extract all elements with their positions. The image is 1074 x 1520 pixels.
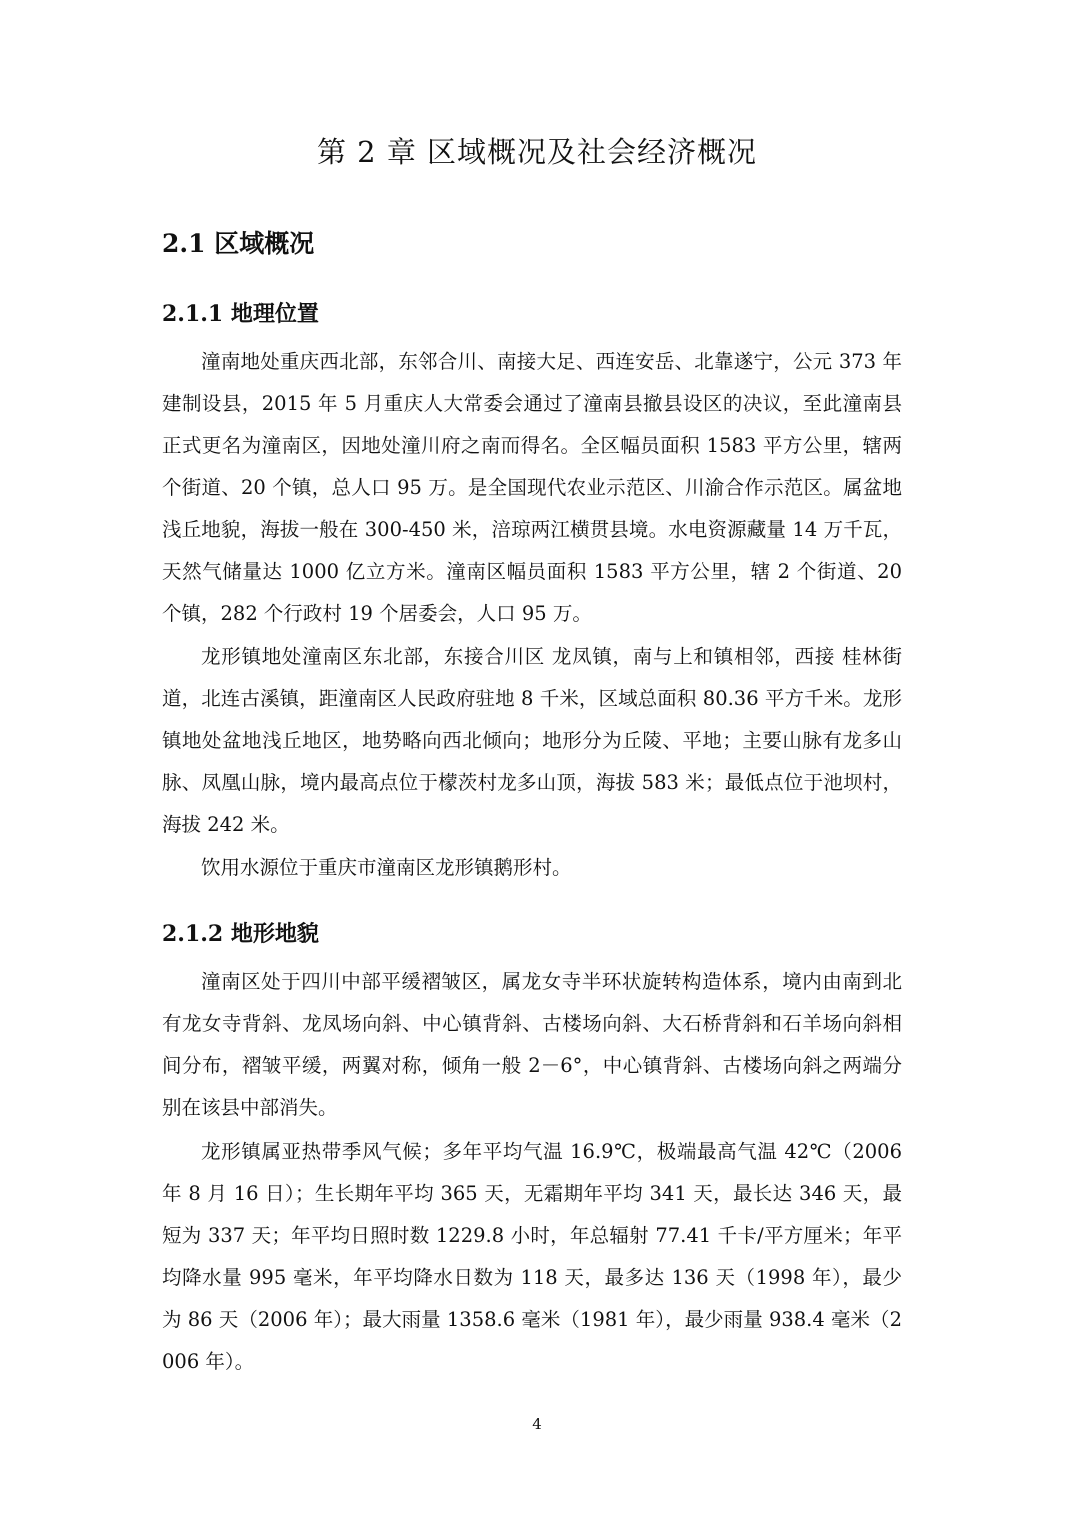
paragraph: 龙形镇地处潼南区东北部，东接合川区 龙凤镇，南与上和镇相邻，西接 桂林街道，北连古溪镇，距潼南区人民政府驻地 8 千米，区域总面积 80.36 平方千米。龙形镇地处盆地浅丘地区，地势略向西北倾向；地形分为丘陵、平地；主要山脉有龙多山脉、凤凰山脉，境内最高点位于檬茨村龙多山顶，海拔 583 米；最低点位于池坝村，海拔 242 米。 — [162, 645, 902, 836]
chapter-title: 第 2 章 区域概况及社会经济概况 — [316, 135, 758, 169]
subsection-heading-terrain: 2.1.2 地形地貌 — [162, 921, 319, 947]
paragraph: 龙形镇属亚热带季风气候；多年平均气温 16.9℃，极端最高气温 42℃（2006 年 8 月 16 日）；生长期年平均 365 天，无霜期年平均 341 天，最长达 346 天，最短为 337 天；年平均日照时数 1229.8 小时，年总辐射 77.41 千卡/平方厘米；年平均降水量 995 毫米，年平均降水日数为 118 天，最多达 136 天（1998 年），最少为 86 天（2006 年）；最大雨量 1358.6 毫米（1981 年），最少雨量 938.4 毫米（2006 年）。 — [162, 1140, 902, 1373]
subsection-heading-geography: 2.1.1 地理位置 — [162, 301, 319, 327]
paragraph: 饮用水源位于重庆市潼南区龙形镇鹅形村。 — [201, 856, 572, 879]
section-heading: 2.1 区域概况 — [162, 229, 315, 258]
page-number: 4 — [532, 1415, 542, 1433]
paragraph: 潼南区处于四川中部平缓褶皱区，属龙女寺半环状旋转构造体系，境内由南到北有龙女寺背斜、龙凤场向斜、中心镇背斜、古楼场向斜、大石桥背斜和石羊场向斜相间分布，褶皱平缓，两翼对称，倾角一般 2－6°，中心镇背斜、古楼场向斜之两端分别在该县中部消失。 — [162, 970, 902, 1119]
paragraph: 潼南地处重庆西北部，东邻合川、南接大足、西连安岳、北靠遂宁，公元 373 年建制设县，2015 年 5 月重庆人大常委会通过了潼南县撤县设区的决议，至此潼南县正式更名为潼南区，因地处潼川府之南而得名。全区幅员面积 1583 平方公里，辖两个街道、20 个镇，总人口 95 万。是全国现代农业示范区、川渝合作示范区。属盆地浅丘地貌，海拔一般在 300-450 米，涪琼两江横贯县境。水电资源藏量 14 万千瓦，天然气储量达 1000 亿立方米。潼南区幅员面积 1583 平方公里，辖 2 个街道、20 个镇，282 个行政村 19 个居委会，人口 95 万。 — [162, 350, 902, 625]
